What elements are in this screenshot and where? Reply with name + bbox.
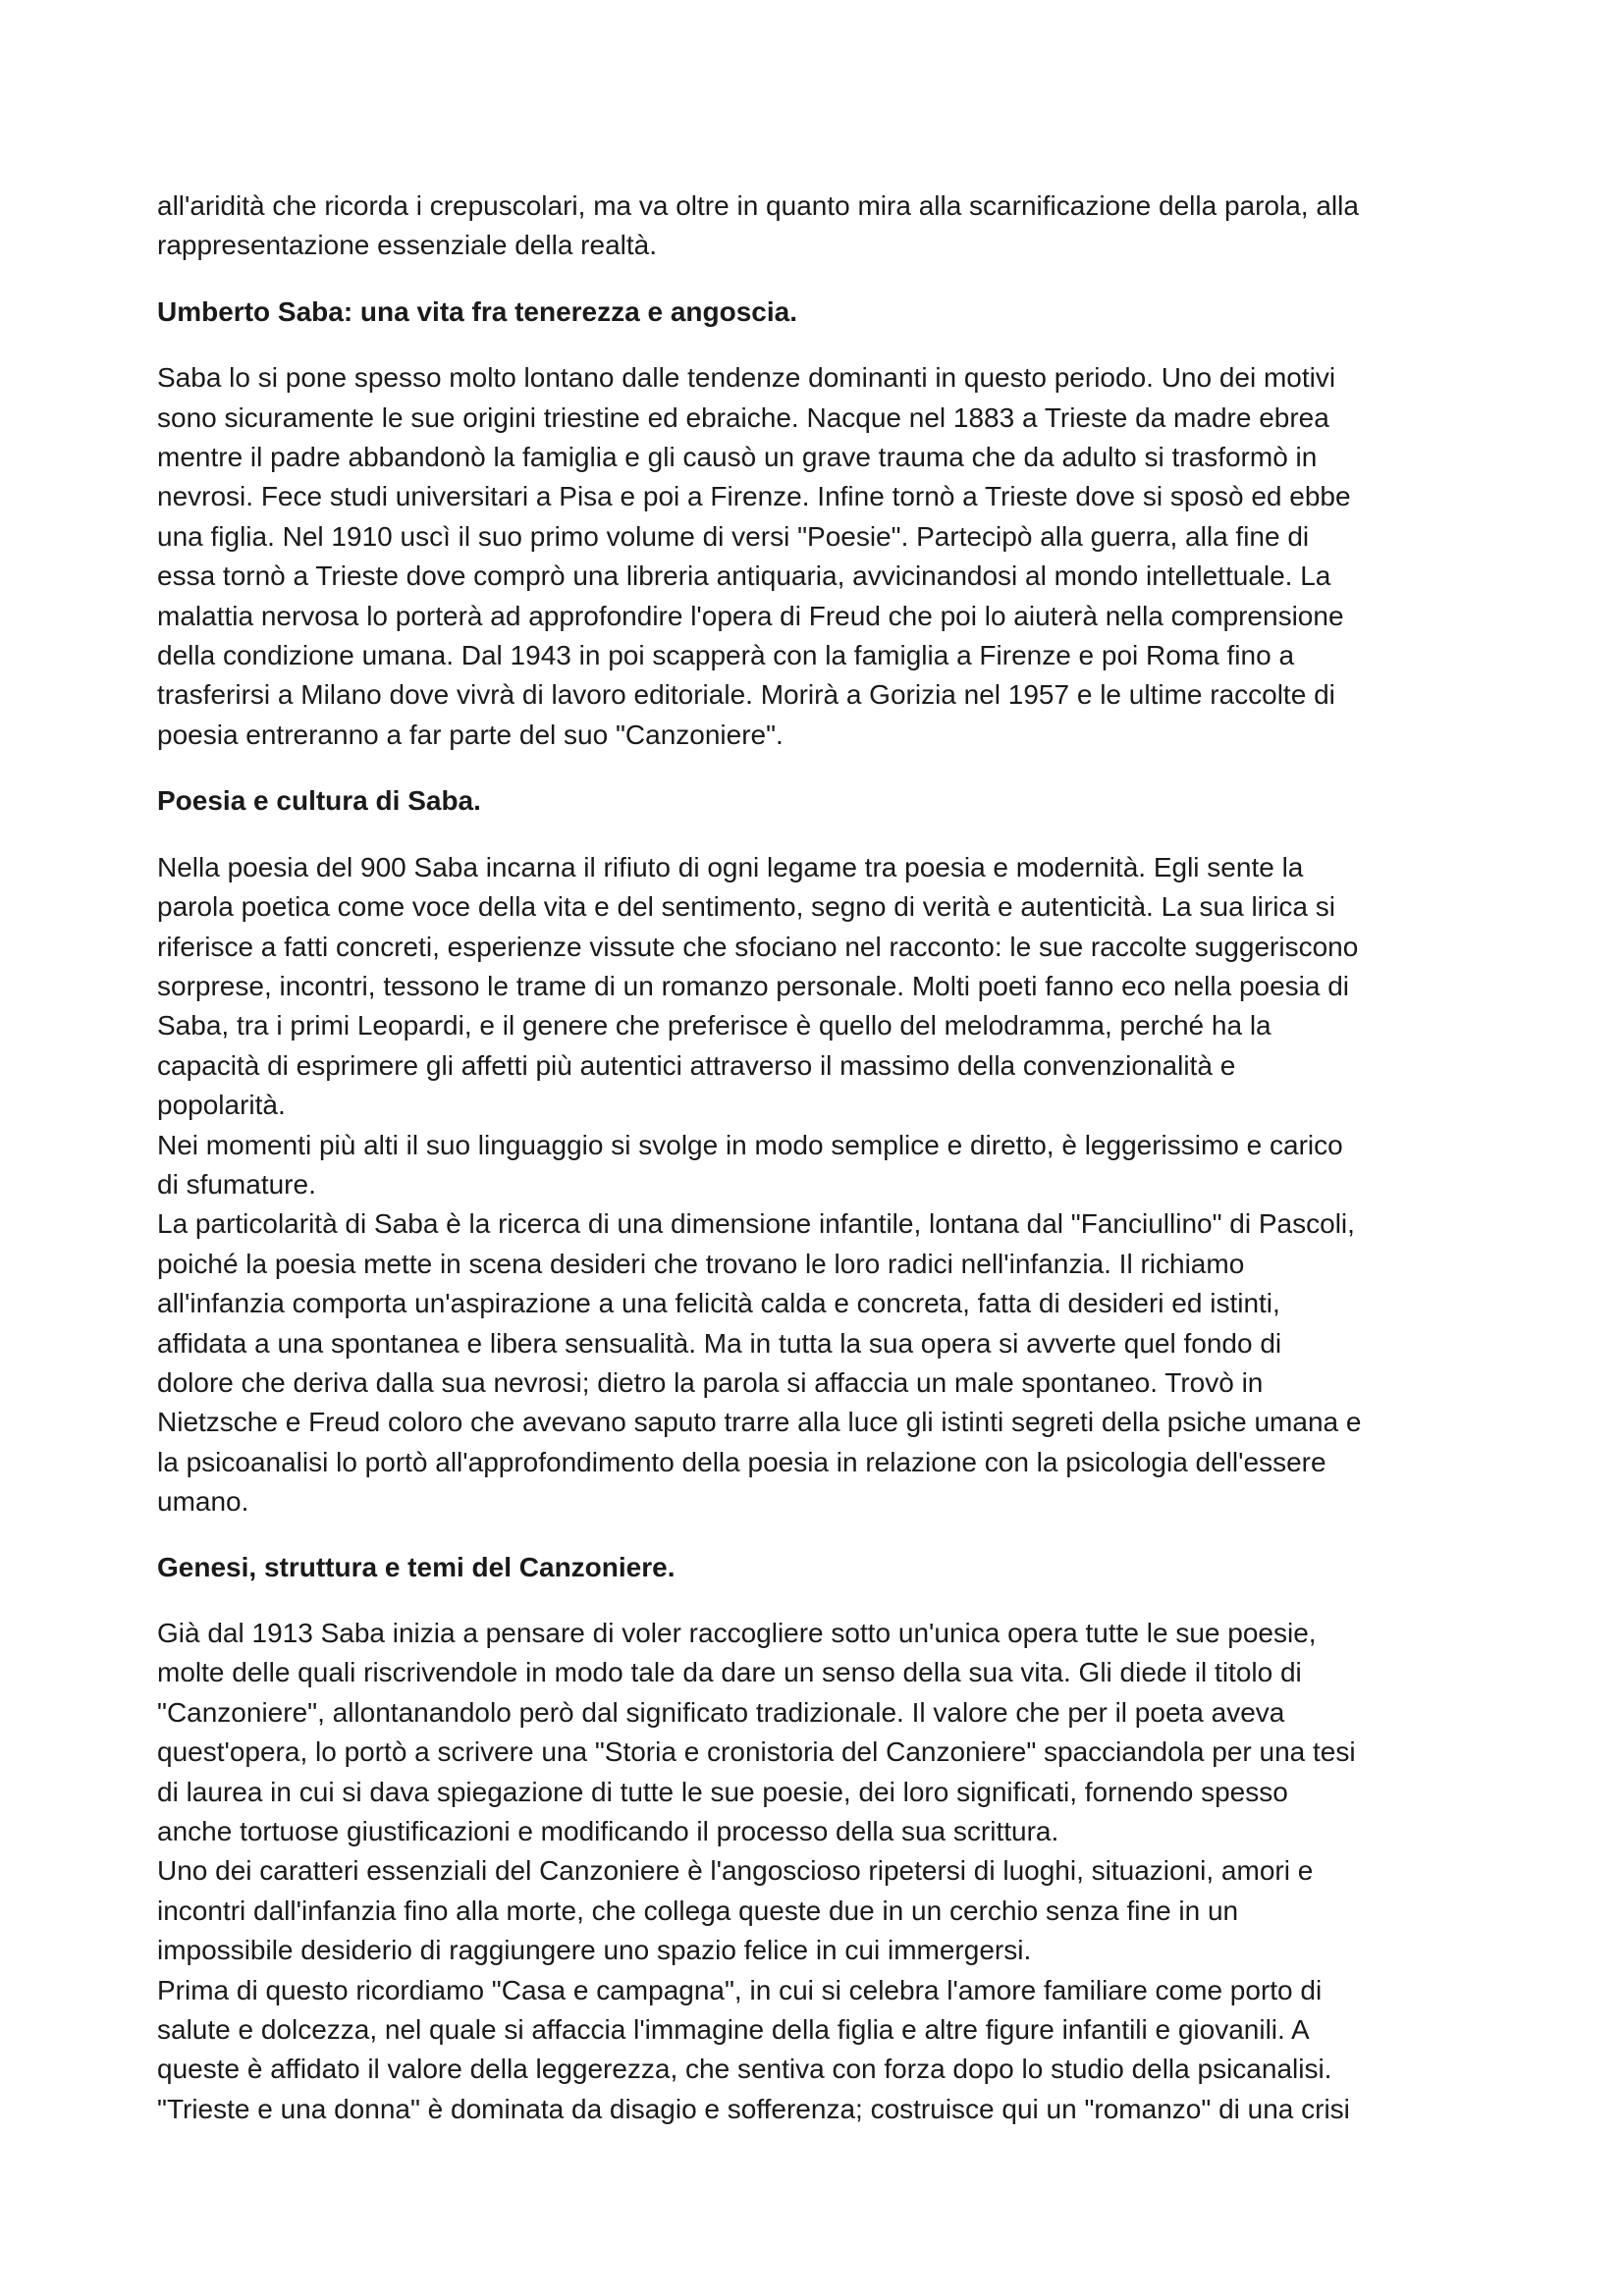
canzoniere-paragraph-2: Uno dei caratteri essenziali del Canzoniere è l'angoscioso ripetersi di luoghi, situazioni, amori e incontri dall'infanzia fino alla morte, che collega queste due in un cerchio senza fine in un impossibile desiderio di raggiungere uno spazio felice in cui immergersi. xyxy=(157,1855,1314,1966)
section-heading-biography: Umberto Saba: una vita fra tenerezza e angoscia. xyxy=(157,295,797,327)
section-heading-poetry-culture: Poesia e cultura di Saba. xyxy=(157,785,481,817)
poetry-paragraph-2: Nei momenti più alti il suo linguaggio si svolge in modo semplice e diretto, è leggerissimo e carico di sfumature. xyxy=(157,1129,1343,1200)
biography-paragraph: Saba lo si pone spesso molto lontano dalle tendenze dominanti in questo periodo. Uno dei motivi sono sicuramente le sue origini triestine ed ebraiche. Nacque nel 1883 a Trieste da madre ebrea mentre il padre abbandonò la famiglia e gli causò un grave trauma che da adulto si trasformò in nevrosi. Fece studi universitari a Pisa e poi a Firenze. Infine tornò a Trieste dove si sposò ed ebbe una figlia. Nel 1910 uscì il suo primo volume di versi "Poesie". Partecipò alla guerra, alla fine di essa tornò a Trieste dove comprò una libreria antiquaria, avvicinandosi al mondo intellettuale. La malattia nervosa lo porterà ad approfondire l'opera di Freud che poi lo aiuterà nella comprensione della condizione umana. Dal 1943 in poi scapperà con la famiglia a Firenze e poi Roma fino a trasferirsi a Milano dove vivrà di lavoro editoriale. Morirà a Gorizia nel 1957 e le ultime raccolte di poesia entreranno a far parte del suo "Canzoniere". xyxy=(157,362,1351,750)
intro-paragraph: all'aridità che ricorda i crepuscolari, ma va oltre in quanto mira alla scarnificazione della parola, alla rappresentazione essenziale della realtà. xyxy=(157,190,1359,261)
poetry-paragraph-1: Nella poesia del 900 Saba incarna il rifiuto di ogni legame tra poesia e modernità. Egli sente la parola poetica come voce della vita e del sentimento, segno di verità e autenticità. La sua lirica si riferisce a fatti concreti, esperienze vissute che sfociano nel racconto: le sue raccolte suggeriscono sorprese, incontri, tessono le trame di un romanzo personale. Molti poeti fanno eco nella poesia di Saba, tra i primi Leopardi, e il genere che preferisce è quello del melodramma, perché ha la capacità di esprimere gli affetti più autentici attraverso il massimo della convenzionalità e popolarità. xyxy=(157,851,1359,1121)
canzoniere-paragraph-3: Prima di questo ricordiamo "Casa e campagna", in cui si celebra l'amore familiare come porto di salute e dolcezza, nel quale si affaccia l'immagine della figlia e altre figure infantili e giovanili. A queste è affidato il valore della leggerezza, che sentiva con forza dopo lo studio della psicanalisi. "Trieste e una donna" è dominata da disagio e sofferenza; costruisce qui un "romanzo" di una crisi xyxy=(157,1974,1350,2124)
document-page xyxy=(157,187,1492,2129)
canzoniere-paragraph-1: Già dal 1913 Saba inizia a pensare di voler raccogliere sotto un'unica opera tutte le sue poesie, molte delle quali riscrivendole in modo tale da dare un senso della sua vita. Gli diede il titolo di "Canzoniere", allontanandolo però dal significato tradizionale. Il valore che per il poeta aveva quest'opera, lo portò a scrivere una "Storia e cronistoria del Canzoniere" spacciandola per una tesi di laurea in cui si dava spiegazione di tutte le sue poesie, dei loro significati, fornendo spesso anche tortuose giustificazioni e modificando il processo della sua scrittura. xyxy=(157,1618,1356,1847)
section-heading-canzoniere: Genesi, struttura e temi del Canzoniere. xyxy=(157,1551,676,1582)
poetry-paragraph-3: La particolarità di Saba è la ricerca di una dimensione infantile, lontana dal "Fanciullino" di Pascoli, poiché la poesia mette in scena desideri che trovano le loro radici nell'infanzia. Il richiamo all'infanzia comporta un'aspirazione a una felicità calda e concreta, fatta di desideri ed istinti, affidata a una spontanea e libera sensualità. Ma in tutta la sua opera si avverte quel fondo di dolore che deriva dalla sua nevrosi; dietro la parola si affaccia un male spontaneo. Trovò in Nietzsche e Freud coloro che avevano saputo trarre alla luce gli istinti segreti della psiche umana e la psicoanalisi lo portò all'approfondimento della poesia in relazione con la psicologia dell'essere umano. xyxy=(157,1208,1362,1518)
